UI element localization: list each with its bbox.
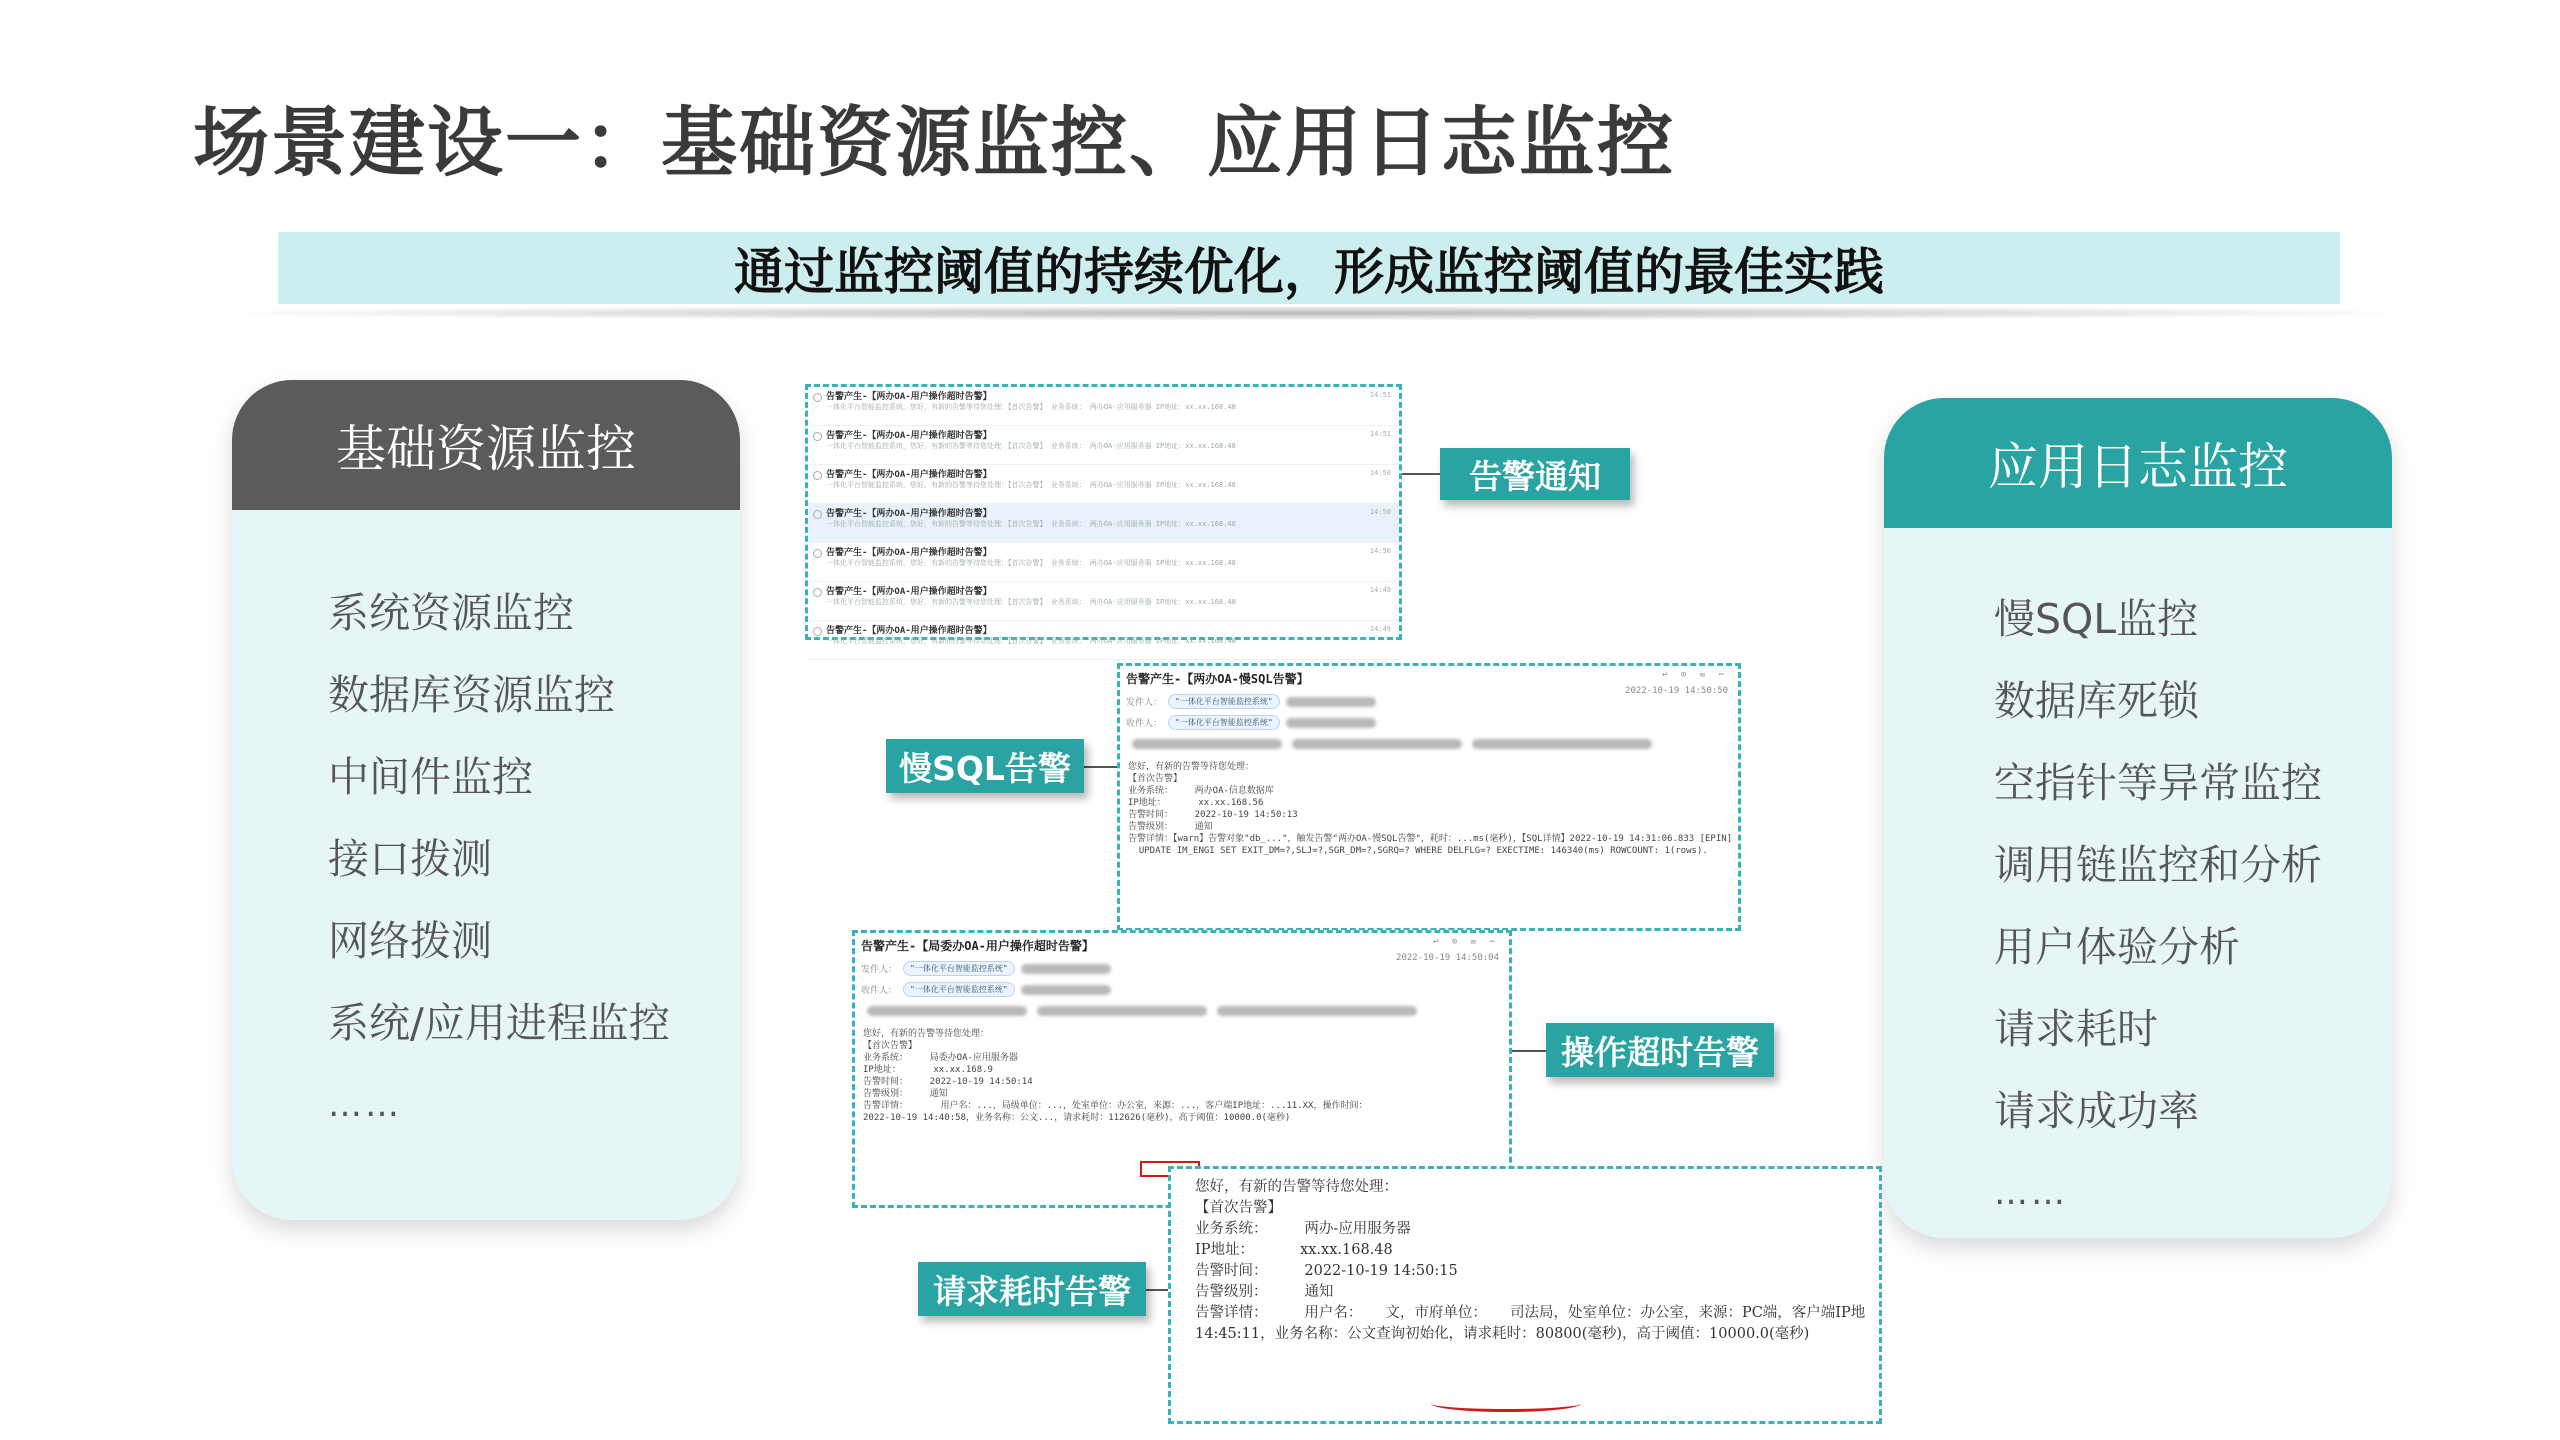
mail-preview: 一体化平台智能监控系统，您好，有新的告警等待您处理：【首次告警】 业务系统： 两办OA-应用服务器 IP地址：xx.xx.168.48 [826, 520, 1236, 528]
mail-preview: 一体化平台智能监控系统，您好，有新的告警等待您处理：【首次告警】 业务系统： 两办OA-应用服务器 IP地址：xx.xx.168.48 [826, 637, 1236, 645]
mail-row-selected[interactable] [808, 504, 1399, 543]
mail-subject: 告警产生-【两办OA-用户操作超时告警】 [826, 431, 992, 441]
banner-text: 通过监控阈值的持续优化，形成监控阈值的最佳实践 [734, 243, 1884, 301]
redacted-block [1217, 1006, 1417, 1016]
list-item: 空指针等异常监控 [1994, 759, 2322, 807]
request-time-email-screenshot [1168, 1166, 1882, 1424]
mail-time: 14:49 [1369, 625, 1391, 633]
basic-resource-list [232, 510, 740, 1146]
list-item: 请求成功率 [1994, 1087, 2199, 1135]
sender-label: 发件人： [861, 965, 898, 975]
redacted-block [1021, 985, 1111, 995]
mail-subject: 告警产生-【两办OA-用户操作超时告警】 [826, 548, 992, 558]
mail-time: 14:51 [1369, 430, 1391, 438]
recipient-row [855, 979, 1509, 1000]
email-time: 2022-10-19 14:50:04 [1396, 953, 1499, 963]
list-item: 调用链监控和分析 [1994, 841, 2322, 889]
mail-preview: 一体化平台智能监控系统，您好，有新的告警等待您处理：【首次告警】 业务系统： 两办OA-应用服务器 IP地址：xx.xx.168.48 [826, 598, 1236, 606]
list-item: 数据库资源监控 [328, 671, 615, 719]
redacted-row [855, 1000, 1509, 1022]
redacted-block [1292, 739, 1462, 749]
email-toolbar-icons[interactable]: ↩ ⊙ ✉ ⋯ [1433, 937, 1499, 947]
mail-row[interactable] [808, 426, 1399, 465]
mail-row[interactable] [808, 465, 1399, 504]
email-subject: 告警产生-【两办OA-慢SQL告警】 [1126, 672, 1309, 686]
app-log-panel [1884, 398, 2392, 1238]
mail-preview: 一体化平台智能监控系统，您好，有新的告警等待您处理：【首次告警】 业务系统： 两办OA-应用服务器 IP地址：xx.xx.168.48 [826, 442, 1236, 450]
mail-subject: 告警产生-【两办OA-用户操作超时告警】 [826, 587, 992, 597]
mail-preview: 一体化平台智能监控系统，您好，有新的告警等待您处理：【首次告警】 业务系统： 两办OA-应用服务器 IP地址：xx.xx.168.48 [826, 481, 1236, 489]
mail-row[interactable] [808, 582, 1399, 621]
list-item: 用户体验分析 [1994, 923, 2240, 971]
request-time-label: 请求耗时告警 [918, 1262, 1146, 1316]
mail-time: 14:50 [1369, 469, 1391, 477]
banner-shadow [250, 306, 2380, 320]
list-item: 数据库死锁 [1994, 677, 2199, 725]
connector-line [1084, 766, 1117, 768]
redacted-row [1120, 733, 1738, 755]
app-log-list [1884, 528, 2392, 1234]
banner [278, 232, 2340, 304]
mail-time: 14:49 [1369, 586, 1391, 594]
list-item: 慢SQL监控 [1994, 595, 2199, 643]
unread-dot-icon [813, 432, 822, 441]
app-log-heading: 应用日志监控 [1884, 398, 2392, 528]
mail-row[interactable] [808, 387, 1399, 426]
alert-inbox-screenshot [805, 384, 1402, 645]
list-item: 请求耗时 [1994, 1005, 2158, 1053]
unread-dot-icon [813, 510, 822, 519]
red-underline-mark [1431, 1395, 1581, 1412]
sender-label: 发件人： [1126, 698, 1163, 708]
unread-dot-icon [813, 549, 822, 558]
list-item: 接口拨测 [328, 835, 492, 883]
mail-row[interactable] [808, 543, 1399, 582]
unread-dot-icon [813, 588, 822, 597]
email-body: 您好，有新的告警等待您处理： 【首次告警】 业务系统： 两办-应用服务器 IP地址： xx.xx.168.48 告警时间： 2022-10-19 14:50:15 告警级别： 通知 告警详情： 用户名： 文，市府单位： 司法局，处室单位：办公室，来源：PC端，客户端IP地 14:45:11，业务名称：公文查询初始化，请求耗时：80800(毫秒)，高于阈值：10000.0(毫秒) [1195, 1179, 1866, 1342]
mail-subject: 告警产生-【两办OA-用户操作超时告警】 [826, 470, 992, 480]
email-time: 2022-10-19 14:50:50 [1625, 686, 1728, 696]
list-item: 系统资源监控 [328, 589, 574, 637]
redacted-block [1037, 1006, 1207, 1016]
recipient-chip[interactable]: "一体化平台智能监控系统" [903, 982, 1015, 997]
mail-row[interactable] [808, 621, 1399, 660]
sender-chip[interactable]: "一体化平台智能监控系统" [1168, 694, 1280, 709]
redacted-block [867, 1006, 1027, 1016]
recipient-label: 收件人： [861, 986, 898, 996]
mail-subject: 告警产生-【两办OA-用户操作超时告警】 [826, 509, 992, 519]
basic-resource-heading: 基础资源监控 [232, 380, 740, 510]
list-item: 系统/应用进程监控 [328, 999, 670, 1047]
recipient-row [1120, 712, 1738, 733]
unread-dot-icon [813, 393, 822, 402]
unread-dot-icon [813, 627, 822, 636]
redacted-block [1286, 697, 1376, 707]
connector-line [1146, 1289, 1168, 1291]
slide-title: 场景建设一：基础资源监控、应用日志监控 [193, 98, 1675, 187]
mail-subject: 告警产生-【两办OA-用户操作超时告警】 [826, 392, 992, 402]
email-toolbar-icons[interactable]: ↩ ⊙ ✉ ⋯ [1662, 670, 1728, 680]
mail-time: 14:50 [1369, 547, 1391, 555]
redacted-block [1286, 718, 1376, 728]
unread-dot-icon [813, 471, 822, 480]
list-item: 网络拨测 [328, 917, 492, 965]
recipient-label: 收件人： [1126, 719, 1163, 729]
redacted-block [1021, 964, 1111, 974]
email-subject: 告警产生-【局委办OA-用户操作超时告警】 [861, 939, 1094, 953]
list-item-more: …… [328, 1085, 402, 1125]
alert-notice-label: 告警通知 [1440, 448, 1630, 500]
mail-time: 14:51 [1369, 391, 1391, 399]
op-timeout-label: 操作超时告警 [1546, 1023, 1774, 1077]
slow-sql-email-screenshot [1117, 663, 1741, 931]
list-item: 中间件监控 [328, 753, 533, 801]
sender-chip[interactable]: "一体化平台智能监控系统" [903, 961, 1015, 976]
redacted-block [1472, 739, 1652, 749]
connector-line [1402, 473, 1440, 475]
basic-resource-panel [232, 380, 740, 1220]
slow-sql-label: 慢SQL告警 [886, 739, 1084, 793]
redacted-block [1132, 739, 1282, 749]
connector-line [1512, 1050, 1546, 1052]
mail-subject: 告警产生-【两办OA-用户操作超时告警】 [826, 626, 992, 636]
email-body: 您好，有新的告警等待您处理： 【首次告警】 业务系统： 局委办OA-应用服务器 IP地址： xx.xx.168.9 告警时间： 2022-10-19 14:50:14 告警级别： 通知 告警详情： 用户名：...，局级单位：...，处室单位：办公室，来源：...，客户端IP地址：...11.XX，操作时间： 2022-10-19 14:40:58，业务名称：公文...，请求耗时：112626(毫秒)，高于阈值：10000.0(毫秒) [863, 1029, 1368, 1123]
mail-preview: 一体化平台智能监控系统，您好，有新的告警等待您处理：【首次告警】 业务系统： 两办OA-应用服务器 IP地址：xx.xx.168.48 [826, 403, 1236, 411]
list-item-more: …… [1994, 1173, 2068, 1213]
email-body: 您好，有新的告警等待您处理： 【首次告警】 业务系统： 两办OA-信息数据库 IP地址： xx.xx.168.56 告警时间： 2022-10-19 14:50:13 告警级别： 通知 告警详情：【warn】告警对象"db_..."，触发告警"两办OA-慢SQL告警"，耗时：...ms(毫秒)，【SQL详情】2022-10-19 14:31:06.833 [EPIN] UPDATE IM_ENGI SET EXIT_DM=?,SLJ=?,SGR_DM=?,SGRQ=? WHERE DELFLG=? EXECTIME: 146340(ms) ROWCOUNT: 1(rows). [1128, 762, 1733, 856]
mail-preview: 一体化平台智能监控系统，您好，有新的告警等待您处理：【首次告警】 业务系统： 两办OA-应用服务器 IP地址：xx.xx.168.48 [826, 559, 1236, 567]
recipient-chip[interactable]: "一体化平台智能监控系统" [1168, 715, 1280, 730]
mail-time: 14:50 [1369, 508, 1391, 516]
